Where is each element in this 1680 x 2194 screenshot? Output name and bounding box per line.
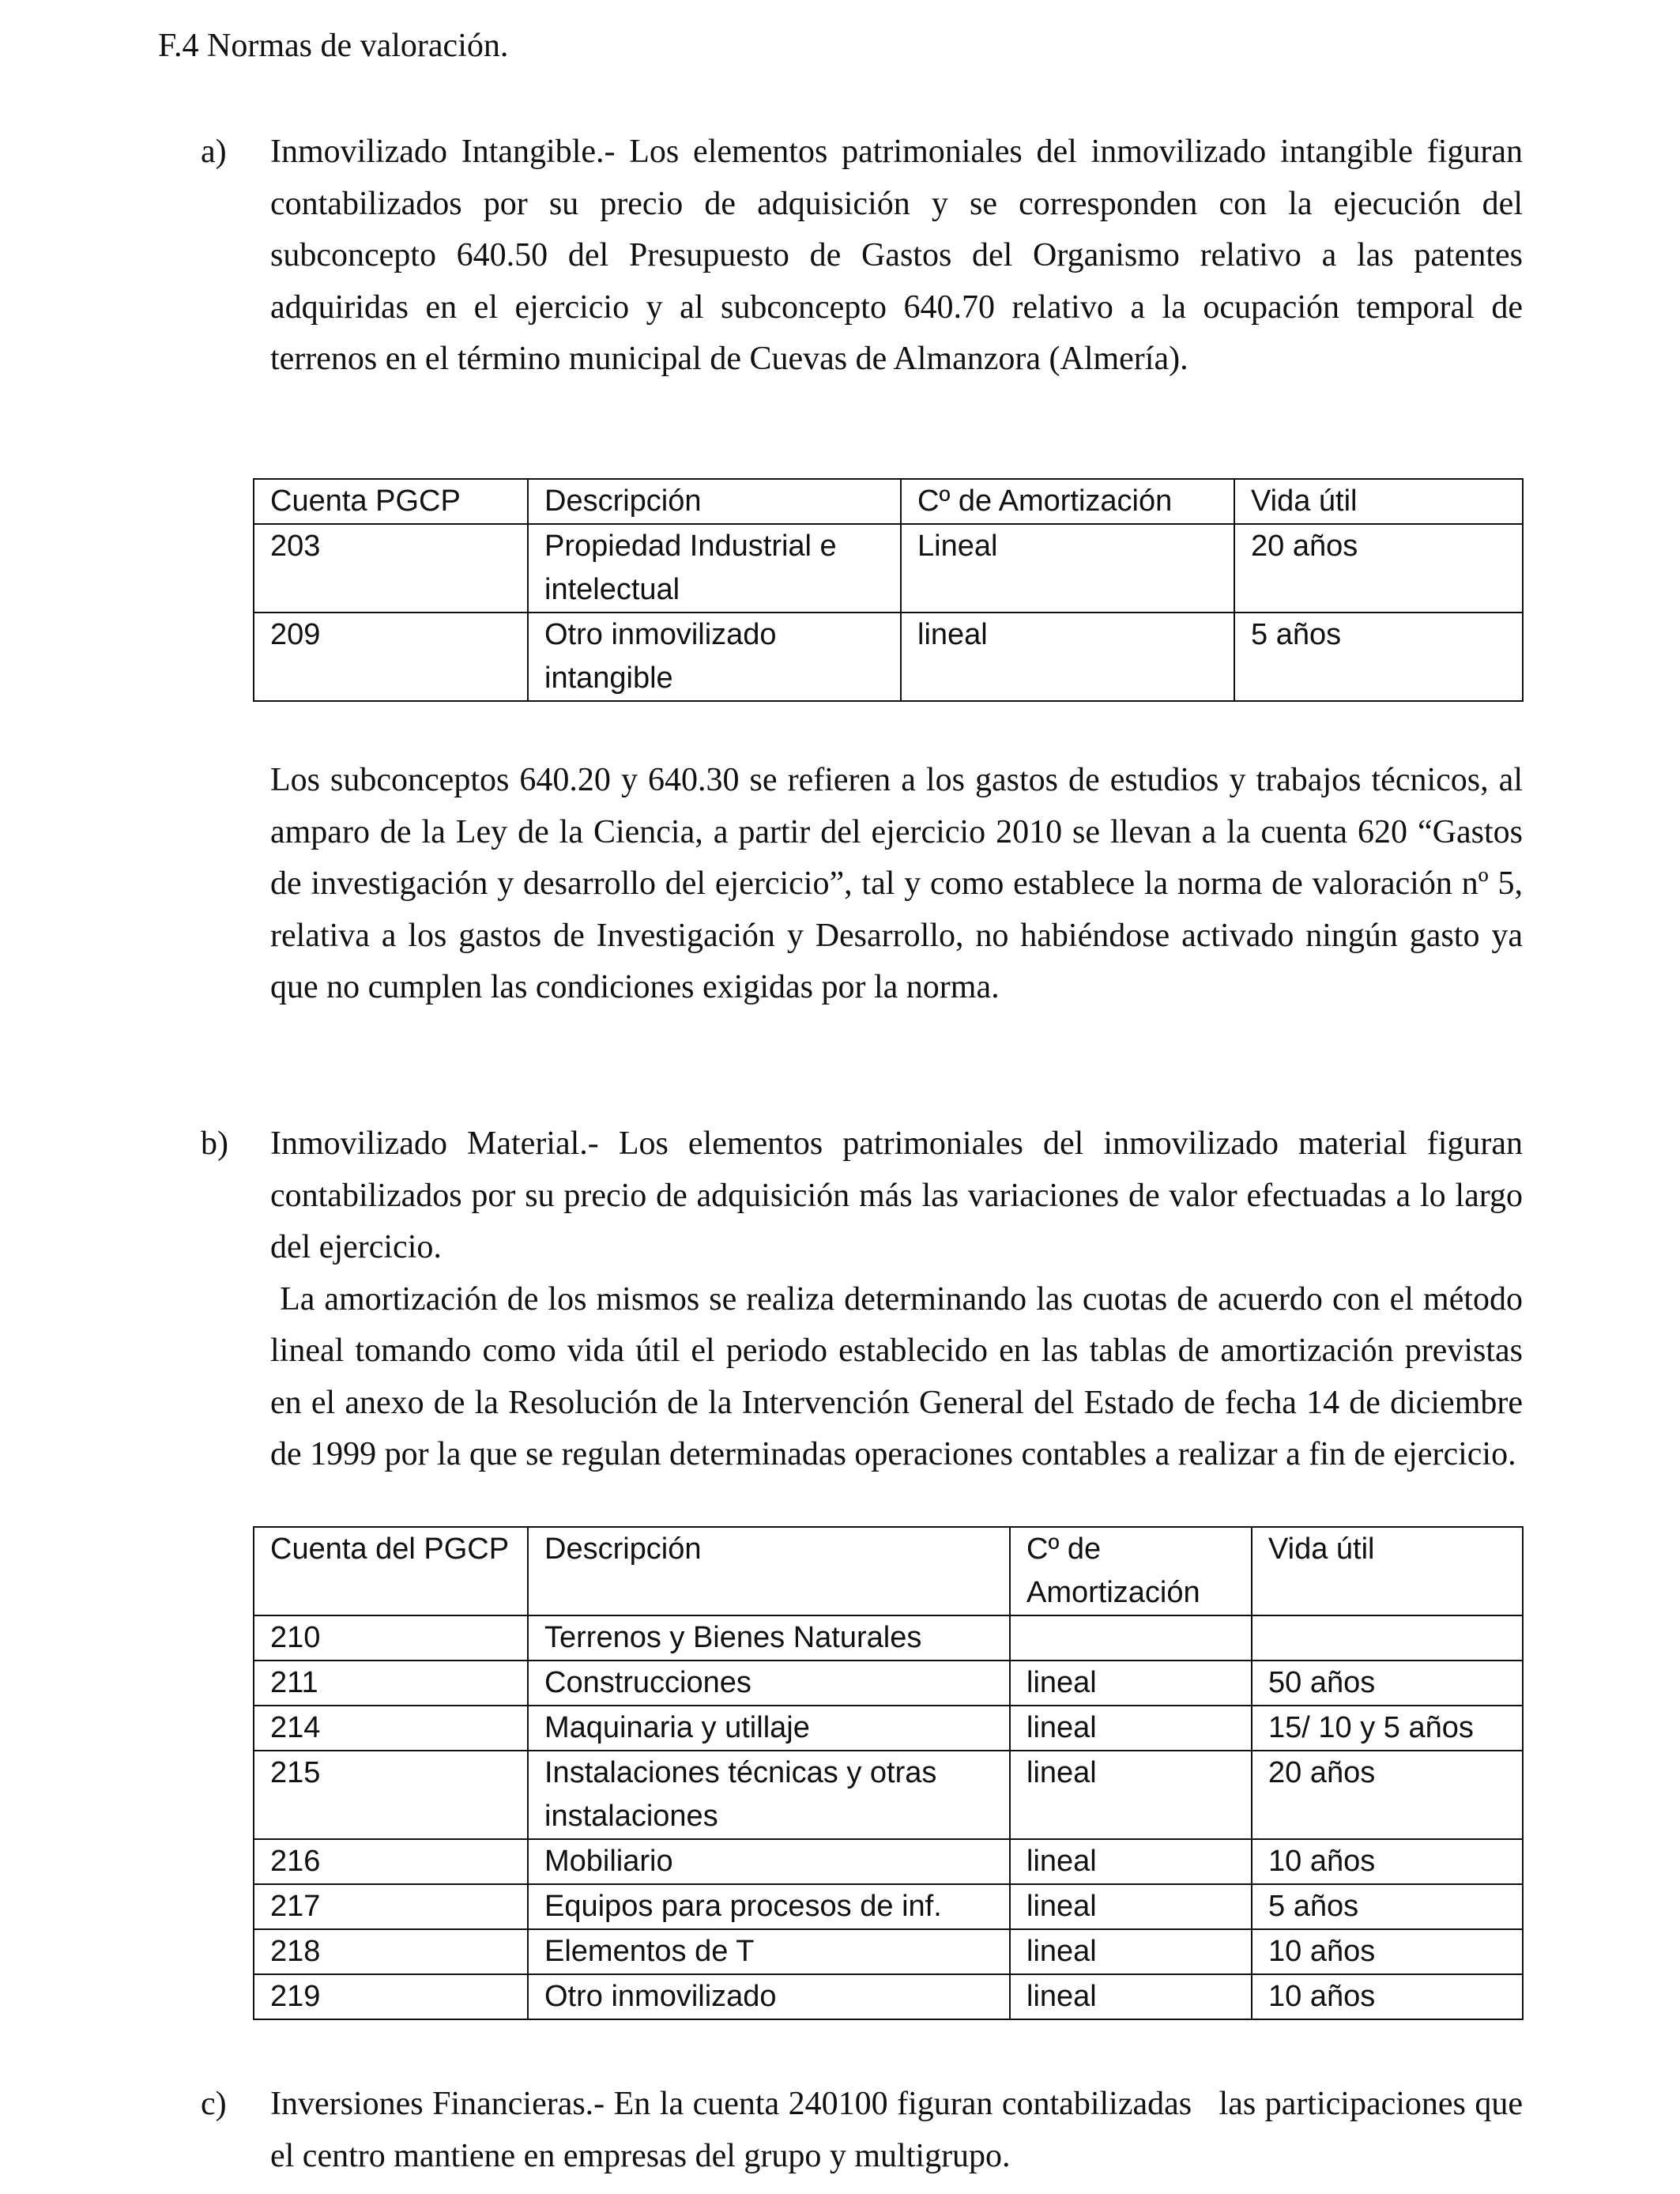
section-material-amortization-paragraph: La amortización de los mismos se realiza determinando las cuotas de acuerdo con el método lineal tomando como vida útil el periodo establecido en las tablas de amortización previstas en el anexo de la Resolución de la Intervención General del Estado de fecha 14 de diciembre de 1999 por la que se regulan determinadas operaciones contables a realizar a fin de ejercicio. (270, 1280, 1531, 1472)
section-marker-a: a) (201, 134, 227, 170)
table-row (254, 1615, 1523, 1661)
header-cell: Cº de Amortización (901, 479, 1234, 524)
section-material-text (270, 1118, 1531, 1481)
table-row (254, 1706, 1523, 1751)
table-cell: Lineal (901, 524, 1234, 613)
section-intangible (158, 126, 1523, 386)
table-cell: lineal (901, 613, 1234, 701)
table-cell: Otro inmovilizado (528, 1974, 1010, 2019)
table-row (254, 524, 1523, 613)
header-cell: Cuenta del PGCP (254, 1527, 528, 1615)
section-financial (158, 2079, 1531, 2182)
table-cell: 10 años (1252, 1929, 1523, 1974)
table-cell: 10 años (1252, 1839, 1523, 1884)
table-cell: 20 años (1234, 524, 1523, 613)
table-header-row (254, 479, 1523, 524)
material-assets-table (253, 1526, 1524, 2020)
table-cell: lineal (1010, 1929, 1252, 1974)
table-cell: Elementos de T (528, 1929, 1010, 1974)
table-cell: lineal (1010, 1706, 1252, 1751)
intangible-assets-table (253, 478, 1524, 702)
table-cell: lineal (1010, 1751, 1252, 1839)
table-cell: Propiedad Industrial e intelectual (528, 524, 901, 613)
table-row (254, 1661, 1523, 1706)
table-cell: 215 (254, 1751, 528, 1839)
table-cell: Instalaciones técnicas y otras instalaciones (528, 1751, 1010, 1839)
table-cell: 219 (254, 1974, 528, 2019)
research-development-note: Los subconceptos 640.20 y 640.30 se refieren a los gastos de estudios y trabajos técnicos, al amparo de la Ley de la Ciencia, a partir del ejercicio 2010 se llevan a la cuenta 620 “Gastos de investigación y desarrollo del ejercicio”, tal y como establece la norma de valoración nº 5, relativa a los gastos de Investigación y Desarrollo, no habiéndose activado ningún gasto ya que no cumplen las condiciones exigidas por la norma. (270, 762, 1523, 1005)
page-heading: F.4 Normas de valoración. (158, 28, 509, 64)
table-cell: Mobiliario (528, 1839, 1010, 1884)
table-cell: 20 años (1252, 1751, 1523, 1839)
table-cell: lineal (1010, 1884, 1252, 1929)
table-row (254, 1929, 1523, 1974)
table-cell: Construcciones (528, 1661, 1010, 1706)
table-cell: 50 años (1252, 1661, 1523, 1706)
section-marker-b: b) (201, 1125, 228, 1162)
section-material-paragraph: Inmovilizado Material.- Los elementos patrimoniales del inmovilizado material figuran contabilizados por su precio de adquisición más las variaciones de valor efectuadas a lo largo del ejercicio. (270, 1125, 1523, 1265)
section-intangible-text: Inmovilizado Intangible.- Los elementos patrimoniales del inmovilizado intangible figuran contabilizados por su precio de adquisición y se corresponden con la ejecución del subconcepto 640.50 del Presupuesto de Gastos del Organismo relativo a las patentes adquiridas en el ejercicio y al subconcepto 640.70 relativo a la ocupación temporal de terrenos en el término municipal de Cuevas de Almanzora (Almería). (270, 134, 1523, 377)
table-cell: 5 años (1252, 1884, 1523, 1929)
section-marker-c: c) (201, 2086, 227, 2122)
table-cell: Terrenos y Bienes Naturales (528, 1615, 1010, 1661)
table-cell: 211 (254, 1661, 528, 1706)
section-material (158, 1118, 1531, 1481)
table-cell: 217 (254, 1884, 528, 1929)
table-cell (1010, 1615, 1252, 1661)
table-cell: lineal (1010, 1974, 1252, 2019)
table-row (254, 1974, 1523, 2019)
table-cell: 15/ 10 y 5 años (1252, 1706, 1523, 1751)
table-header-row (254, 1527, 1523, 1615)
table-cell: lineal (1010, 1839, 1252, 1884)
table-row (254, 1884, 1523, 1929)
header-cell: Vida útil (1252, 1527, 1523, 1615)
table-cell: 203 (254, 524, 528, 613)
header-cell: Cuenta PGCP (254, 479, 528, 524)
table-cell: 10 años (1252, 1974, 1523, 2019)
table-cell: Otro inmovilizado intangible (528, 613, 901, 701)
header-cell: Cº de Amortización (1010, 1527, 1252, 1615)
table-cell (1252, 1615, 1523, 1661)
header-cell: Vida útil (1234, 479, 1523, 524)
table-cell: lineal (1010, 1661, 1252, 1706)
table-cell: 218 (254, 1929, 528, 1974)
table-cell: 5 años (1234, 613, 1523, 701)
table-cell: 210 (254, 1615, 528, 1661)
table-cell: 216 (254, 1839, 528, 1884)
section-financial-text: Inversiones Financieras.- En la cuenta 240100 figuran contabilizadas las participaciones que el centro mantiene en empresas del grupo y multigrupo. (270, 2086, 1531, 2174)
table-row (254, 613, 1523, 701)
table-cell: Maquinaria y utillaje (528, 1706, 1010, 1751)
table-cell: 209 (254, 613, 528, 701)
table-row (254, 1839, 1523, 1884)
header-cell: Descripción (528, 1527, 1010, 1615)
table-cell: 214 (254, 1706, 528, 1751)
table-cell: Equipos para procesos de inf. (528, 1884, 1010, 1929)
header-cell: Descripción (528, 479, 901, 524)
table-row (254, 1751, 1523, 1839)
